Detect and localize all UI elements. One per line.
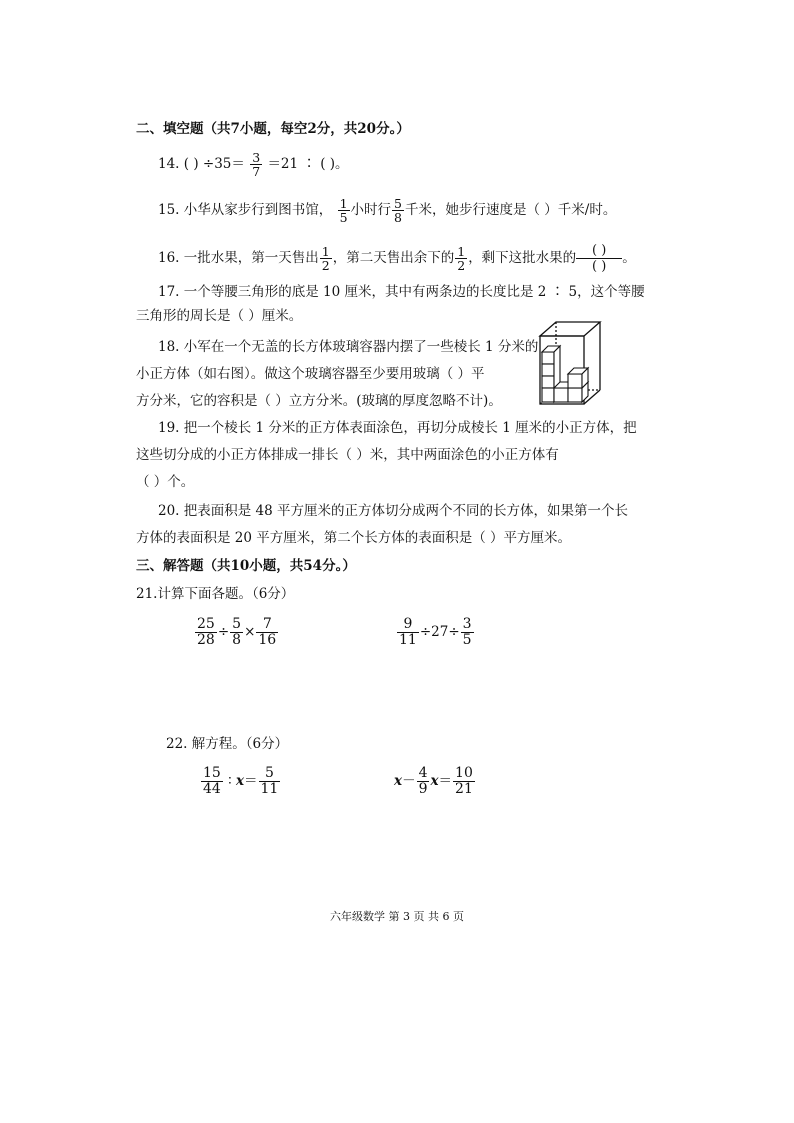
q22-e2-b-numerator: 10: [455, 765, 473, 781]
q16-part4: 。: [622, 250, 636, 266]
q22-e2-a-numerator: 4: [418, 765, 428, 781]
q16-part3: ，剩下这批水果的: [468, 250, 577, 266]
section-solve-title: 三、解答题（共10小题，共54分。）: [136, 558, 356, 574]
q21-expression-1: [194, 617, 279, 648]
q21-e1-fraction-b: [230, 617, 243, 648]
q16-fraction-2-numerator: 1: [457, 244, 466, 259]
q15-fraction-1-denominator: 5: [339, 210, 348, 225]
q22-e2-fraction-b: [453, 766, 475, 797]
question-14: [158, 151, 349, 178]
q16-fraction-1-denominator: 2: [321, 258, 330, 273]
question-21-title: 21.计算下面各题。（6分）: [136, 586, 295, 602]
question-16: [158, 243, 636, 274]
q14-fraction-numerator: 3: [252, 150, 261, 165]
q15-fraction-2: [392, 197, 404, 224]
question-15: [158, 197, 616, 224]
q22-e1-fraction-a: [201, 766, 223, 797]
q21-expression-2: [396, 617, 475, 648]
page-footer: 六年级数学 第 3 页 共 6 页: [330, 910, 464, 923]
q15-fraction-1-numerator: 1: [339, 196, 348, 211]
q21-e1-a-denominator: 28: [197, 632, 215, 648]
q16-blank-fraction: [576, 243, 622, 274]
q21-e2-a-numerator: 9: [403, 616, 413, 632]
q21-e2-fraction-a: [397, 617, 419, 648]
q21-e2-b-numerator: 3: [462, 616, 472, 632]
q15-part2: 小时行: [350, 202, 392, 218]
q16-number: 16.: [158, 250, 180, 266]
q22-e2-fraction-a: [417, 766, 430, 797]
q16-part1: 一批水果，第一天售出: [183, 250, 319, 266]
q16-blank-numerator: ( ): [592, 243, 607, 258]
q21-e2-operator: ÷27÷: [419, 624, 460, 640]
q22-equation-1: [200, 766, 281, 797]
question-19-line-2: 这些切分成的小正方体排成一排长（ ）米，其中两面涂色的小正方体有: [136, 447, 559, 463]
q14-fraction-denominator: 7: [252, 164, 261, 179]
q16-fraction-1-numerator: 1: [321, 244, 330, 259]
q16-fraction-1: [320, 245, 332, 272]
question-17-line-1: 17. 一个等腰三角形的底是 10 厘米，其中有两条边的长度比是 2 ∶ 5，这个等腰: [158, 284, 645, 300]
q21-e1-c-denominator: 16: [258, 632, 277, 648]
small-cubes: [542, 346, 588, 402]
box-top-edge: [540, 322, 600, 336]
q15-part1: 小华从家步行到图书馆，: [183, 202, 333, 218]
q16-blank-denominator: ( ): [576, 258, 622, 274]
q21-e1-operator-1: ÷: [217, 624, 230, 640]
question-18-line-2: 小正方体（如右图）。做这个玻璃容器至少要用玻璃（ ）平: [136, 366, 485, 382]
q15-part3: 千米，她步行速度是（ ）千米/时。: [404, 202, 617, 218]
q21-e1-operator-2: ×: [244, 624, 256, 640]
q22-e1-fraction-b: [259, 766, 281, 797]
q22-e1-b-numerator: 5: [264, 765, 274, 781]
question-19-line-3: （ ）个。: [136, 474, 195, 490]
q22-e2-a-denominator: 9: [418, 781, 428, 797]
q14-fraction: [250, 151, 262, 178]
q22-e1-b-denominator: 11: [260, 781, 279, 797]
q22-e1-ratio-sign: ∶: [228, 773, 232, 789]
section-fill-title: 二、填空题（共7小题，每空2分，共20分。）: [136, 121, 410, 137]
q16-fraction-2-denominator: 2: [457, 258, 466, 273]
q22-e1-equals: ＝: [244, 773, 258, 789]
q22-e1-a-numerator: 15: [203, 765, 221, 781]
q21-e2-a-denominator: 11: [399, 632, 417, 648]
q15-fraction-1: [338, 197, 350, 224]
q16-fraction-2: [455, 245, 467, 272]
q22-equation-2: [394, 766, 476, 797]
glass-box-figure: [534, 318, 606, 408]
q15-number: 15.: [158, 202, 180, 218]
q14-part1: ( ) ÷35＝: [183, 156, 245, 172]
question-18-line-1: 18. 小军在一个无盖的长方体玻璃容器内摆了一些棱长 1 分米的: [158, 339, 539, 355]
q16-part2: ，第二天售出余下的: [332, 250, 455, 266]
q15-fraction-2-numerator: 5: [394, 196, 402, 211]
question-20-line-2: 方体的表面积是 20 平方厘米，第二个长方体的表面积是（ ）平方厘米。: [136, 530, 572, 546]
q21-e1-a-numerator: 25: [197, 616, 215, 632]
q22-e2-variable-2: x: [430, 773, 439, 789]
q22-e2-b-denominator: 21: [455, 781, 473, 797]
q22-e2-equals: ＝: [438, 773, 453, 789]
q22-e1-a-denominator: 44: [203, 781, 221, 797]
q14-part2: ＝21 ∶ ( )。: [267, 156, 349, 172]
q22-e2-minus: －: [402, 773, 416, 789]
q21-e1-fraction-a: [195, 617, 217, 648]
q14-number: 14.: [158, 156, 180, 172]
q22-e1-variable: x: [235, 773, 244, 789]
question-20-line-1: 20. 把表面积是 48 平方厘米的正方体切分成两个不同的长方体，如果第一个长: [158, 503, 629, 519]
question-19-line-1: 19. 把一个棱长 1 分米的正方体表面涂色，再切分成棱长 1 厘米的小正方体，把: [158, 420, 637, 436]
question-17-line-2: 三角形的周长是（ ）厘米。: [136, 308, 303, 324]
q22-e2-variable-1: x: [394, 773, 403, 789]
q21-e2-fraction-b: [461, 617, 474, 648]
question-18-line-3: 方分米，它的容积是（ ）立方分米。(玻璃的厚度忽略不计)。: [136, 393, 502, 409]
q21-e1-b-numerator: 5: [232, 616, 242, 632]
q21-e1-c-numerator: 7: [262, 616, 272, 632]
q21-e1-b-denominator: 8: [232, 632, 242, 648]
q21-e1-fraction-c: [256, 617, 278, 648]
question-22-title: 22. 解方程。（6分）: [166, 736, 289, 752]
q21-e2-b-denominator: 5: [462, 632, 472, 648]
q15-fraction-2-denominator: 8: [394, 210, 402, 225]
